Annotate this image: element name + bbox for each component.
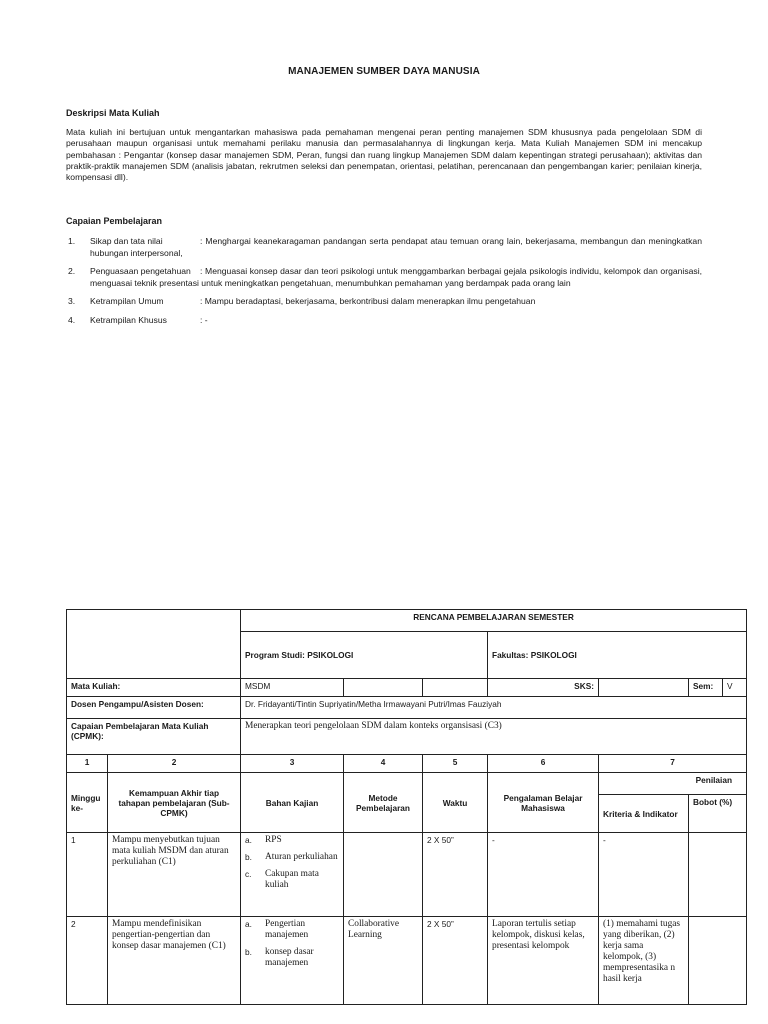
sem-value: V (723, 679, 747, 697)
column-number: 6 (488, 755, 599, 773)
bahan-item (245, 919, 339, 941)
column-number: 2 (108, 755, 241, 773)
header-pengalaman: Pengalaman Belajar Mahasiswa (488, 773, 599, 833)
outcomes-heading: Capaian Pembelajaran (66, 216, 163, 226)
bahan-letter: b. (245, 947, 252, 957)
outcome-text: : - (200, 314, 208, 325)
bahan-text: Aturan perkuliahan (265, 852, 338, 862)
outcome-text: : Menguasai konsep dasar dan teori psikologi untuk menggambarkan berbagai gejala psikologis individu, kelompok dan organisasi, menguasai teknik presentasi untuk meningkatkan pengetahuan, menumbuhkan pemahaman yang berdampak pada orang lain (90, 266, 702, 288)
cell-waktu: 2 X 50” (423, 833, 488, 917)
table-row (67, 833, 747, 917)
cell-minggu: 2 (67, 917, 108, 1005)
logo-cell (67, 610, 241, 679)
column-number: 3 (241, 755, 344, 773)
outcome-number: 3. (68, 296, 76, 306)
cell-metode: Collaborative Learning (344, 917, 423, 1005)
cell-bahan (241, 833, 344, 917)
bahan-text: Cakupan mata kuliah (265, 869, 319, 890)
outcome-label: Sikap dan tata nilai (90, 236, 163, 246)
rps-table (66, 609, 747, 1005)
bahan-letter: a. (245, 919, 252, 929)
bahan-letter: b. (245, 852, 252, 862)
dosen-label: Dosen Pengampu/Asisten Dosen: (67, 697, 241, 719)
header-penilaian: Penilaian (599, 773, 747, 795)
sks-label: SKS: (488, 679, 599, 697)
column-number: 4 (344, 755, 423, 773)
sem-label: Sem: (689, 679, 723, 697)
outcome-text: : Mampu beradaptasi, bekerjasama, berkontribusi dalam menerapkan ilmu pengetahuan (200, 296, 536, 306)
header-minggu: Minggu ke- (67, 773, 108, 833)
bahan-item (245, 869, 339, 891)
bahan-item (245, 835, 339, 846)
description-text: Mata kuliah ini bertujuan untuk mengantarkan mahasiswa pada pemahaman mengenai peran penting manajemen SDM khususnya pada pengelolaan SDM di perusahaan maupun organisasi untuk memahami perilaku manusia dan permasalahannya di lingkungan kerja. Mata Kuliah Manajemen SDM ini mencakup pembahasan : Pengantar (konsep dasar manajemen SDM, Peran, fungsi dan ruang lingkup Manajemen SDM dalam kepentingan strategi perusahaan); aktivitas dan praktik-praktik manajemen SDM (analisis jabatan, rekrutmen seleksi dan penempatan, orientasi, pelatihan, perencanaan dan pengembangan karier; penilaian kinerja, kompensasi dll). (66, 127, 702, 183)
column-number: 7 (599, 755, 747, 773)
header-waktu: Waktu (423, 773, 488, 833)
outcome-number: 1. (68, 236, 76, 246)
sks-value (599, 679, 689, 697)
header-kriteria: Kriteria & Indikator (599, 795, 689, 833)
cpmk-value: Menerapkan teori pengelolaan SDM dalam konteks organsisasi (C3) (241, 719, 747, 755)
outcome-text: : Menghargai keanekaragaman pandangan serta pendapat atau temuan orang lain, bekerjasama, membangun dan meningkatkan hubungan interpersonal, (90, 236, 702, 258)
header-kemampuan: Kemampuan Akhir tiap tahapan pembelajaran (Sub-CPMK) (108, 773, 241, 833)
table-row (67, 917, 747, 1005)
outcome-label: Penguasaan pengetahuan (90, 266, 191, 276)
bahan-text: konsep dasar manajemen (265, 947, 314, 968)
cell-kriteria: (1) memahami tugas yang diberikan, (2) kerja sama kelompok, (3) mempresentasika n hasil kerja (599, 917, 689, 1005)
cell-minggu: 1 (67, 833, 108, 917)
header-bobot: Bobot (%) (689, 795, 747, 833)
bahan-text: RPS (265, 835, 282, 845)
dosen-value: Dr. Fridayanti/Tintin Supriyatin/Metha Irmawayani Putri/Imas Fauziyah (241, 697, 747, 719)
outcome-number: 4. (68, 314, 76, 325)
cpmk-label: Capaian Pembelajaran Mata Kuliah (CPMK): (67, 719, 241, 755)
outcome-item (66, 236, 702, 259)
header-bahan: Bahan Kajian (241, 773, 344, 833)
cell-metode (344, 833, 423, 917)
cell-waktu: 2 X 50” (423, 917, 488, 1005)
mata-kuliah-label: Mata Kuliah: (67, 679, 241, 697)
description-heading: Deskripsi Mata Kuliah (66, 108, 160, 118)
outcome-item (66, 266, 702, 289)
column-number: 5 (423, 755, 488, 773)
outcome-label: Ketrampilan Umum (90, 296, 164, 306)
bahan-item (245, 947, 339, 969)
document-title: MANAJEMEN SUMBER DAYA MANUSIA (288, 66, 480, 77)
bahan-letter: c. (245, 869, 252, 879)
mata-kuliah-value: MSDM (241, 679, 344, 697)
outcome-item (66, 296, 702, 308)
cell-pengalaman: Laporan tertulis setiap kelompok, diskusi kelas, presentasi kelompok (488, 917, 599, 1005)
fakultas: Fakultas: PSIKOLOGI (488, 632, 747, 679)
program-studi: Program Studi: PSIKOLOGI (241, 632, 488, 679)
cell-pengalaman: - (488, 833, 599, 917)
outcomes-list (66, 236, 702, 333)
cell-kriteria: - (599, 833, 689, 917)
bahan-text: Pengertian manajemen (265, 919, 309, 940)
rps-heading: RENCANA PEMBELAJARAN SEMESTER (241, 610, 747, 632)
cell-bahan (241, 917, 344, 1005)
header-metode: Metode Pembelajaran (344, 773, 423, 833)
column-number: 1 (67, 755, 108, 773)
outcome-number: 2. (68, 266, 76, 276)
cell-kemampuan: Mampu mendefinisikan pengertian-pengertian dan konsep dasar manajemen (C1) (108, 917, 241, 1005)
outcome-label: Ketrampilan Khusus (90, 314, 167, 325)
cell-bobot (689, 833, 747, 917)
bahan-letter: a. (245, 835, 252, 845)
mata-kuliah-blank (344, 679, 423, 697)
cell-kemampuan: Mampu menyebutkan tujuan mata kuliah MSDM dan aturan perkuliahan (C1) (108, 833, 241, 917)
outcome-item (66, 315, 702, 327)
bahan-item (245, 852, 339, 863)
mata-kuliah-blank (423, 679, 488, 697)
cell-bobot (689, 917, 747, 1005)
